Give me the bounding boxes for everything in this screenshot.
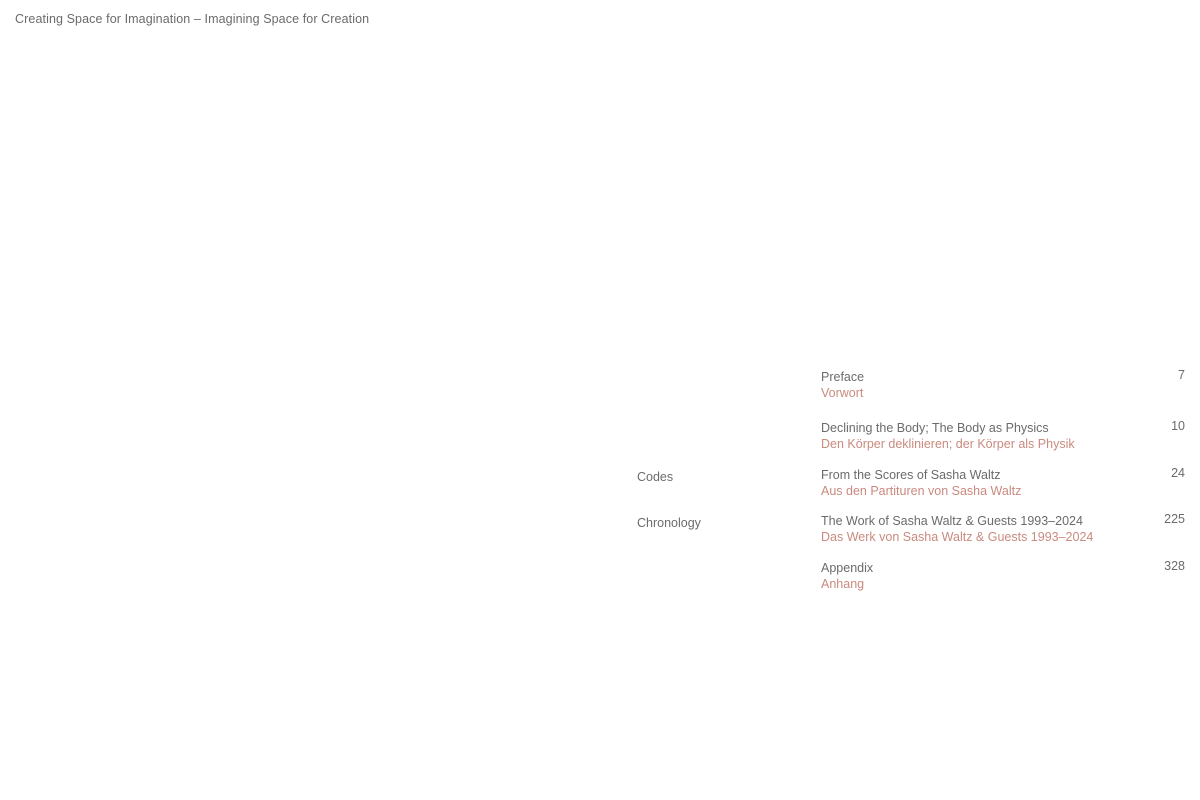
toc-row xyxy=(0,368,1200,414)
toc-category-chronology: Chronology xyxy=(637,516,701,530)
toc-entry[interactable] xyxy=(821,466,1185,497)
toc-row xyxy=(0,559,1200,605)
toc-title-de: Den Körper deklinieren; der Körper als Physik xyxy=(821,437,1075,451)
toc-page-number: 24 xyxy=(1171,466,1185,480)
toc-title-de: Anhang xyxy=(821,577,865,591)
toc-title-de: Vorwort xyxy=(821,386,864,400)
toc-page-number: 10 xyxy=(1171,419,1185,433)
toc-category-codes: Codes xyxy=(637,470,674,484)
toc-entry[interactable] xyxy=(821,559,1185,590)
toc-title-en: Preface xyxy=(821,370,865,384)
toc-row xyxy=(0,419,1200,465)
toc-entry[interactable] xyxy=(821,512,1185,543)
toc-title-en: From the Scores of Sasha Waltz xyxy=(821,468,1001,482)
toc-page-number: 7 xyxy=(1178,368,1185,382)
page-title: Creating Space for Imagination – Imagining Space for Creation xyxy=(15,12,370,26)
toc-title-de: Das Werk von Sasha Waltz & Guests 1993–2024 xyxy=(821,530,1094,544)
toc-title-de: Aus den Partituren von Sasha Waltz xyxy=(821,484,1022,498)
toc-page-number: 328 xyxy=(1164,559,1185,573)
table-of-contents-group-3 xyxy=(0,466,1200,512)
table-of-contents-group-2 xyxy=(0,419,1200,465)
toc-page-number: 225 xyxy=(1164,512,1185,526)
toc-row xyxy=(0,466,1200,512)
toc-row xyxy=(0,512,1200,558)
toc-title-en: The Work of Sasha Waltz & Guests 1993–2024 xyxy=(821,514,1083,528)
toc-entry[interactable] xyxy=(821,419,1185,450)
toc-title-en: Appendix xyxy=(821,561,874,575)
table-of-contents-group-4 xyxy=(0,512,1200,558)
table-of-contents-group-5 xyxy=(0,559,1200,605)
toc-entry[interactable] xyxy=(821,368,1185,399)
toc-title-en: Declining the Body; The Body as Physics xyxy=(821,421,1049,435)
